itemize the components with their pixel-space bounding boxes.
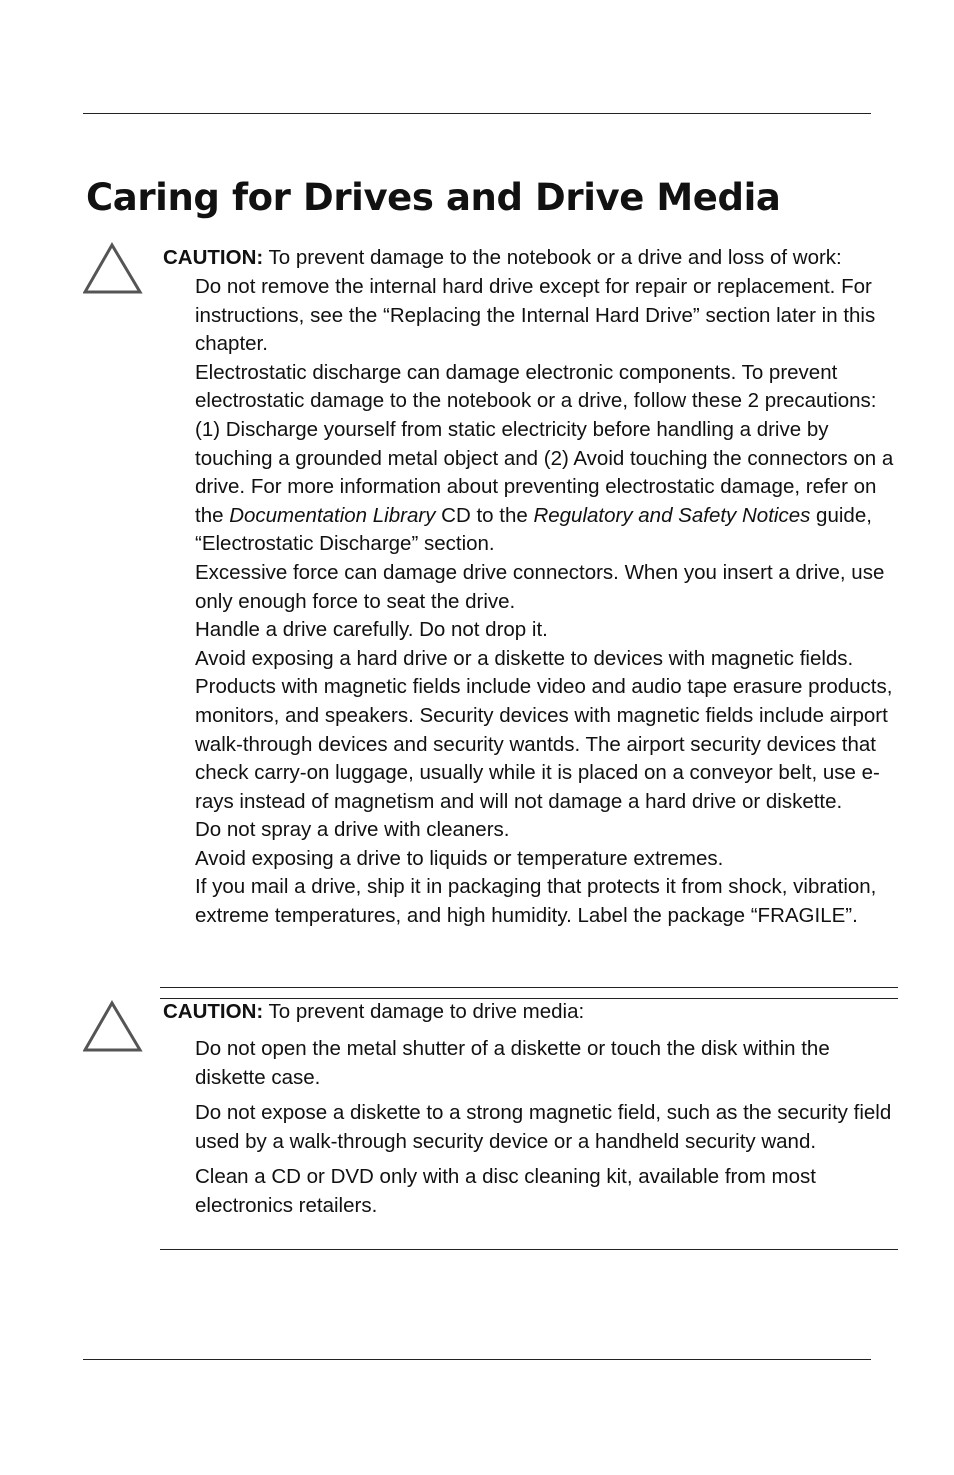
warning-triangle-icon: [83, 242, 143, 294]
caution-intro: To prevent damage to drive media:: [263, 1000, 585, 1023]
list-item: Handle a drive carefully. Do not drop it.: [195, 618, 548, 642]
caution-intro: To prevent damage to the notebook or a drive and loss of work:: [263, 246, 842, 269]
caution-heading: [163, 244, 842, 273]
list-item: Do not spray a drive with cleaners.: [195, 818, 510, 842]
doc-library-title: Documentation Library: [229, 503, 436, 527]
caution-list: [195, 273, 895, 931]
safety-notices-title: Regulatory and Safety Notices: [533, 503, 811, 527]
header-rule: [83, 113, 871, 114]
list-item: Do not remove the internal hard drive except for repair or replacement. For instructions, see the “Replacing the Internal Hard Drive” section later in this chapter.: [195, 275, 876, 356]
page-title: Caring for Drives and Drive Media: [86, 176, 781, 219]
list-item: Avoid exposing a hard drive or a diskette to devices with magnetic fields. Products with magnetic fields include video and audio tape erasure products, monitors, and speakers. Security devices with magnetic fields include airport walk-through devices and security wantds. The airport security devices that check carry-on luggage, usually while it is placed on a conveyor belt, use e-rays instead of magnetism and will not damage a hard drive or diskette.: [195, 646, 893, 813]
caution-label: CAUTION:: [163, 246, 264, 269]
list-item: Avoid exposing a drive to liquids or temperature extremes.: [195, 846, 724, 870]
caution-list: [195, 1035, 895, 1228]
caution-label: CAUTION:: [163, 1000, 264, 1023]
warning-triangle-icon: [83, 1000, 143, 1052]
caution-divider: [160, 987, 898, 988]
list-item: If you mail a drive, ship it in packaging that protects it from shock, vibration, extreme temperatures, and high humidity. Label the package “FRAGILE”.: [195, 875, 877, 928]
list-item: Excessive force can damage drive connectors. When you insert a drive, use only enough force to seat the drive.: [195, 560, 885, 613]
list-item: Clean a CD or DVD only with a disc cleaning kit, available from most electronics retailers.: [195, 1165, 816, 1217]
list-item: Electrostatic discharge can damage electronic components. To prevent electrostatic damage to the notebook or a drive, follow these 2 precautions: (1) Discharge yourself from static electricity before handling a drive by touching a grounded metal object and (2) Avoid touching the connectors on a drive. For more information about preventing electrostatic damage, refer on the Documentation Library CD to the Regulatory and Safety Notices guide, “Electrostatic Discharge” section.: [195, 360, 894, 556]
caution-heading: [163, 998, 584, 1027]
caution-divider: [160, 1249, 898, 1250]
footer-rule: [83, 1359, 871, 1360]
list-item: Do not open the metal shutter of a diskette or touch the disk within the diskette case.: [195, 1037, 830, 1089]
list-item: Do not expose a diskette to a strong magnetic field, such as the security field used by a walk-through security device or a handheld security wand.: [195, 1101, 892, 1153]
